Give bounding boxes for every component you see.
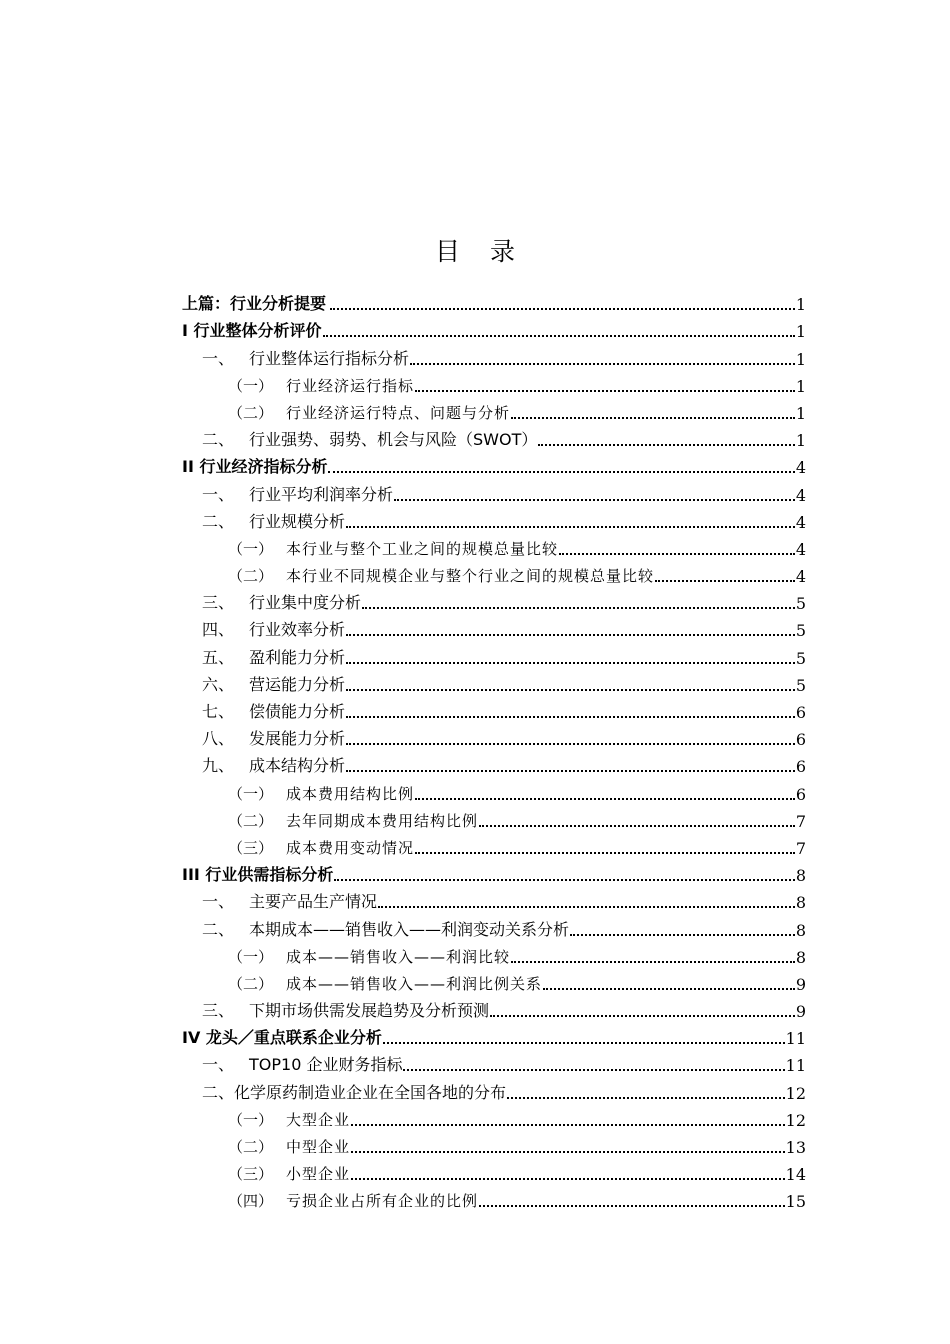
toc-entry-title: 主要产品生产情况 (249, 892, 378, 912)
toc-entry-page-number: 4 (795, 539, 806, 559)
toc-entry[interactable] (182, 1021, 806, 1048)
toc-entry-page-number: 12 (785, 1110, 806, 1130)
toc-entry-title: 亏损企业占所有企业的比例 (286, 1192, 479, 1211)
toc-entry[interactable] (182, 804, 806, 831)
toc-entry[interactable] (182, 505, 806, 532)
toc-entry-page-number: 11 (785, 1056, 806, 1076)
toc-entry[interactable] (182, 695, 806, 722)
toc-entry-title: 本行业不同规模企业与整个行业之间的规模总量比较 (286, 567, 655, 586)
dot-leader (351, 1151, 785, 1153)
toc-entry-title: 大型企业 (286, 1110, 351, 1129)
toc-entry[interactable] (182, 613, 806, 640)
toc-entry[interactable] (182, 912, 806, 939)
toc-entry-number: （四） (228, 1192, 274, 1211)
toc-entry[interactable] (182, 287, 806, 314)
toc-entry-number: 二、 (202, 430, 235, 450)
toc-entry-page-number: 7 (795, 838, 806, 858)
toc-entry-title: 行业集中度分析 (249, 593, 362, 613)
toc-entry-title: 成本——销售收入——利润比例关系 (286, 974, 543, 993)
toc-entry-page-number: 5 (795, 675, 806, 695)
toc-entry[interactable] (182, 1184, 806, 1211)
toc-entry-page-number: 5 (795, 621, 806, 641)
toc-entry[interactable] (182, 994, 806, 1021)
dot-leader (334, 879, 794, 881)
dot-leader (415, 390, 795, 392)
toc-entry-page-number: 12 (785, 1083, 806, 1103)
dot-leader (346, 716, 795, 718)
dot-leader (479, 825, 795, 827)
toc-entry[interactable] (182, 831, 806, 858)
toc-entry-title: 成本结构分析 (249, 756, 346, 776)
toc-entry-number: （一） (228, 784, 274, 803)
toc-entry-number: 四、 (202, 620, 235, 640)
toc-entry[interactable] (182, 1075, 806, 1102)
dot-leader (543, 988, 795, 990)
dot-leader (378, 906, 795, 908)
toc-entry[interactable] (182, 885, 806, 912)
dot-leader (570, 934, 795, 936)
toc-entry-number: （一） (228, 947, 274, 966)
toc-entry-number: （三） (228, 1165, 274, 1184)
toc-entry[interactable] (182, 586, 806, 613)
toc-entry[interactable] (182, 722, 806, 749)
dot-leader (323, 335, 795, 337)
toc-entry[interactable] (182, 1048, 806, 1075)
toc-entry-page-number: 5 (795, 594, 806, 614)
dot-leader (351, 1124, 785, 1126)
toc-entry[interactable] (182, 423, 806, 450)
toc-entry-number: （二） (228, 811, 274, 830)
toc-entry-number: 九、 (202, 756, 235, 776)
toc-entry-title: 行业经济运行特点、问题与分析 (286, 403, 511, 422)
dot-leader (346, 689, 795, 691)
dot-leader (403, 1069, 784, 1071)
toc-entry-page-number: 1 (795, 431, 806, 451)
toc-entry-page-number: 6 (795, 730, 806, 750)
dot-leader (351, 1178, 785, 1180)
dot-leader (328, 471, 794, 473)
dot-leader (346, 743, 795, 745)
toc-entry-page-number: 11 (785, 1029, 806, 1049)
toc-entry-page-number: 1 (795, 349, 806, 369)
toc-entry-number: 一、 (202, 348, 235, 368)
toc-entry[interactable] (182, 477, 806, 504)
toc-entry-title: 本行业与整个工业之间的规模总量比较 (286, 539, 559, 558)
toc-entry[interactable] (182, 1130, 806, 1157)
toc-entry-page-number: 15 (785, 1192, 806, 1212)
toc-entry-number: 一、 (202, 892, 235, 912)
dot-leader (346, 526, 795, 528)
toc-entry-title: 上篇：行业分析提要 (182, 294, 327, 314)
toc-entry-number: 七、 (202, 702, 235, 721)
toc-entry-page-number: 8 (795, 947, 806, 967)
toc-entry-number: 一、 (202, 1055, 235, 1075)
dot-leader (479, 1205, 785, 1207)
toc-entry-title: 盈利能力分析 (249, 647, 346, 667)
dot-leader (383, 1042, 785, 1044)
toc-entry-page-number: 1 (795, 295, 806, 315)
toc-entry-title: 去年同期成本费用结构比例 (286, 811, 479, 830)
toc-entry-page-number: 7 (795, 811, 806, 831)
toc-entry[interactable] (182, 314, 806, 341)
dot-leader (346, 770, 795, 772)
toc-entry[interactable] (182, 369, 806, 396)
dot-leader (415, 798, 795, 800)
toc-entry-page-number: 5 (795, 648, 806, 668)
toc-entry-title: 营运能力分析 (249, 674, 346, 694)
dot-leader (655, 580, 795, 582)
page-title: 目录 (434, 237, 545, 266)
toc-entry[interactable] (182, 858, 806, 885)
toc-entry-number: （二） (228, 974, 274, 993)
toc-entry-title: 下期市场供需发展趋势及分析预测 (249, 1001, 490, 1021)
toc-entry-page-number: 8 (795, 893, 806, 913)
dot-leader (346, 662, 795, 664)
toc-entry[interactable] (182, 1103, 806, 1130)
dot-leader (415, 852, 795, 854)
toc-entry-title: 中型企业 (286, 1138, 351, 1156)
dot-leader (559, 553, 795, 555)
toc-entry-number: （二） (228, 1138, 274, 1156)
toc-entry-page-number: 1 (795, 376, 806, 396)
dot-leader (507, 1097, 785, 1099)
dot-leader (511, 961, 795, 963)
dot-leader (330, 308, 795, 310)
toc-entry-number: （二） (228, 403, 274, 422)
toc-entry-number: 三、 (202, 1001, 235, 1021)
toc-entry[interactable] (182, 532, 806, 559)
toc-entry[interactable] (182, 967, 806, 994)
toc-entry-title: 偿债能力分析 (249, 702, 346, 721)
table-of-contents (182, 287, 806, 1211)
dot-leader (410, 363, 795, 365)
toc-entry-page-number: 9 (795, 1002, 806, 1022)
toc-entry-number: （三） (228, 838, 274, 857)
toc-entry-title: TOP10 企业财务指标 (249, 1055, 403, 1075)
toc-entry-page-number: 9 (795, 974, 806, 994)
dot-leader (346, 634, 795, 636)
toc-entry-title: 行业强势、弱势、机会与风险（SWOT） (249, 430, 538, 450)
toc-entry[interactable] (182, 559, 806, 586)
toc-entry-page-number: 1 (795, 322, 806, 342)
toc-entry-number: 六、 (202, 674, 235, 694)
toc-entry-title: 小型企业 (286, 1165, 351, 1184)
toc-entry-title: 本期成本——销售收入——利润变动关系分析 (249, 919, 570, 939)
toc-entry-page-number: 6 (795, 757, 806, 777)
toc-entry[interactable] (182, 749, 806, 776)
toc-entry-page-number: 4 (795, 485, 806, 505)
toc-entry-title: 发展能力分析 (249, 729, 346, 749)
toc-entry-title: 成本费用变动情况 (286, 838, 415, 857)
toc-entry-title: 行业规模分析 (249, 511, 346, 531)
toc-entry-number: 二、 (202, 919, 235, 939)
toc-entry-number: （二） (228, 567, 274, 586)
toc-entry[interactable] (182, 396, 806, 423)
toc-entry[interactable] (182, 1157, 806, 1184)
toc-entry-page-number: 13 (785, 1138, 806, 1157)
toc-entry-title: 行业整体运行指标分析 (249, 348, 410, 368)
toc-entry-page-number: 6 (795, 703, 806, 722)
toc-entry-title: IV 龙头／重点联系企业分析 (182, 1028, 382, 1048)
toc-entry-page-number: 4 (795, 512, 806, 532)
dot-leader (538, 444, 794, 446)
toc-entry[interactable] (182, 776, 806, 803)
toc-entry[interactable] (182, 640, 806, 667)
toc-entry[interactable] (182, 668, 806, 695)
toc-entry-title: 二、化学原药制造业企业在全国各地的分布 (202, 1082, 507, 1102)
toc-entry-number: 八、 (202, 729, 235, 749)
toc-entry-page-number: 8 (795, 920, 806, 940)
toc-entry-number: 三、 (202, 593, 235, 613)
toc-entry[interactable] (182, 341, 806, 368)
toc-entry-number: 二、 (202, 511, 235, 531)
toc-entry-page-number: 4 (795, 567, 806, 587)
dot-leader (362, 607, 795, 609)
dot-leader (394, 499, 795, 501)
toc-entry[interactable] (182, 450, 806, 477)
toc-entry-title: 行业经济运行指标 (286, 376, 415, 395)
toc-entry-number: （一） (228, 539, 274, 558)
toc-entry-title: 成本——销售收入——利润比较 (286, 947, 511, 966)
toc-entry-title: 成本费用结构比例 (286, 784, 415, 803)
toc-entry-number: 五、 (202, 647, 235, 667)
toc-entry-title: I 行业整体分析评价 (182, 321, 322, 341)
toc-entry-title: II 行业经济指标分析 (182, 457, 328, 477)
toc-entry-title: 行业效率分析 (249, 620, 346, 640)
toc-entry-page-number: 1 (795, 403, 806, 423)
toc-entry[interactable] (182, 940, 806, 967)
toc-entry-page-number: 4 (795, 458, 806, 478)
toc-entry-page-number: 14 (785, 1165, 806, 1185)
toc-entry-number: （一） (228, 1110, 274, 1129)
toc-entry-page-number: 6 (795, 784, 806, 804)
toc-entry-title: 行业平均利润率分析 (249, 484, 394, 504)
toc-entry-number: 一、 (202, 484, 235, 504)
dot-leader (490, 1015, 795, 1017)
dot-leader (511, 417, 795, 419)
toc-entry-page-number: 8 (795, 866, 806, 886)
toc-entry-title: III 行业供需指标分析 (182, 865, 334, 885)
toc-entry-number: （一） (228, 376, 274, 395)
